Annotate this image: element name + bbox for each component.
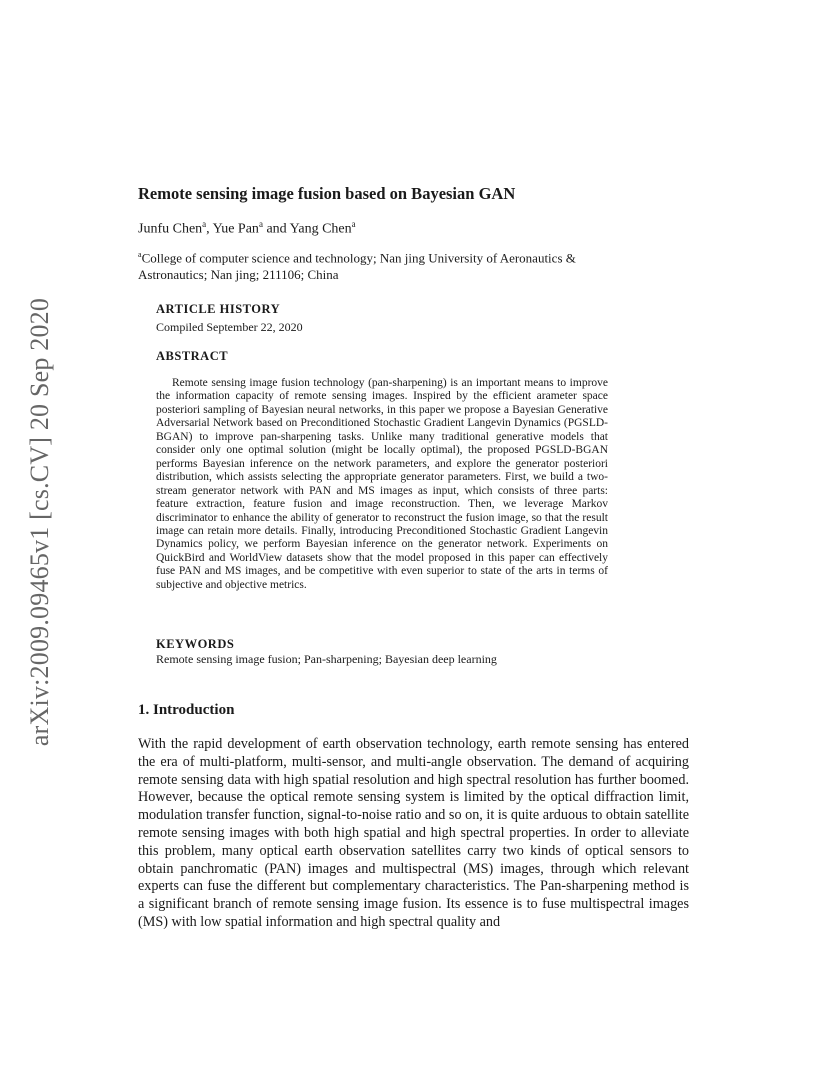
- author-name: Yang Chen: [289, 221, 352, 237]
- keywords-heading: KEYWORDS: [156, 637, 235, 651]
- affiliation: [138, 246, 638, 283]
- author-name: Yue Pan: [212, 221, 259, 237]
- author-list: [138, 219, 356, 238]
- abstract-text: Remote sensing image fusion technology (pan-sharpening) is an important means to improve the information capacity of remote sensing images. Inspired by the efficient arameter space posteriori sampling of Bayesian neural networks, in this paper we propose a Bayesian Generative Adversarial Network based on Preconditioned Stochastic Gradient Langevin Dynamics (PGSLD-BGAN) to improve pan-sharpening tasks. Unlike many traditional generative models that consider only one optimal solution (might be locally optimal), the proposed PGSLD-BGAN performs Bayesian inference on the network parameters, and explore the generator posteriori distribution, which assists selecting the appropriate generator parameters. First, we build a two-stream generator network with PAN and MS images as input, which consists of three parts: feature extraction, feature fusion and image reconstruction. Then, we leverage Markov discriminator to enhance the ability of generator to reconstruct the fusion image, so that the result image can retain more details. Finally, introducing Preconditioned Stochastic Gradient Langevin Dynamics policy, we perform Bayesian inference on the generator network. Experiments on QuickBird and WorldView datasets show that the model proposed in this paper can effectively fuse PAN and MS images, and be competitive with even superior to state of the arts in terms of subjective and objective metrics.: [156, 377, 608, 591]
- section-heading-introduction: 1. Introduction: [138, 702, 235, 718]
- author-separator: ,: [206, 221, 213, 237]
- author-affiliation-mark: a: [202, 219, 207, 229]
- compiled-date: Compiled September 22, 2020: [156, 320, 303, 334]
- affiliation-text: College of computer science and technology; Nan jing University of Aeronautics & Astronautics; Nan jing; 211106; China: [138, 250, 576, 283]
- author-separator: and: [262, 221, 290, 237]
- author-affiliation-mark: a: [258, 219, 263, 229]
- abstract-heading: ABSTRACT: [156, 349, 229, 363]
- arxiv-identifier: arXiv:2009.09465v1 [cs.CV] 20 Sep 2020: [25, 297, 54, 747]
- paper-title: Remote sensing image fusion based on Bayesian GAN: [138, 184, 516, 203]
- introduction-paragraph: With the rapid development of earth observation technology, earth remote sensing has entered the era of multi-platform, multi-sensor, and multi-angle observation. The demand of acquiring remote sensing data with high spatial resolution and high spectral resolution has further boomed. However, because the optical remote sensing system is limited by the optical diffraction limit, modulation transfer function, signal-to-noise ratio and so on, it is quite arduous to obtain satellite remote sensing images with both high spatial and high spectral properties. In order to alleviate this problem, many optical earth observation satellites carry two kinds of optical sensors to obtain panchromatic (PAN) images and multispectral (MS) images, through which relevant experts can fuse the different but complementary characteristics. The Pan-sharpening method is a significant branch of remote sensing image fusion. Its essence is to fuse multispectral images (MS) with low spatial information and high spectral quality and: [138, 736, 689, 930]
- keywords-text: Remote sensing image fusion; Pan-sharpening; Bayesian deep learning: [156, 652, 497, 666]
- affiliation-mark: a: [138, 250, 142, 259]
- author-name: Junfu Chen: [138, 221, 203, 237]
- author-affiliation-mark: a: [351, 219, 356, 229]
- article-history-heading: ARTICLE HISTORY: [156, 302, 281, 316]
